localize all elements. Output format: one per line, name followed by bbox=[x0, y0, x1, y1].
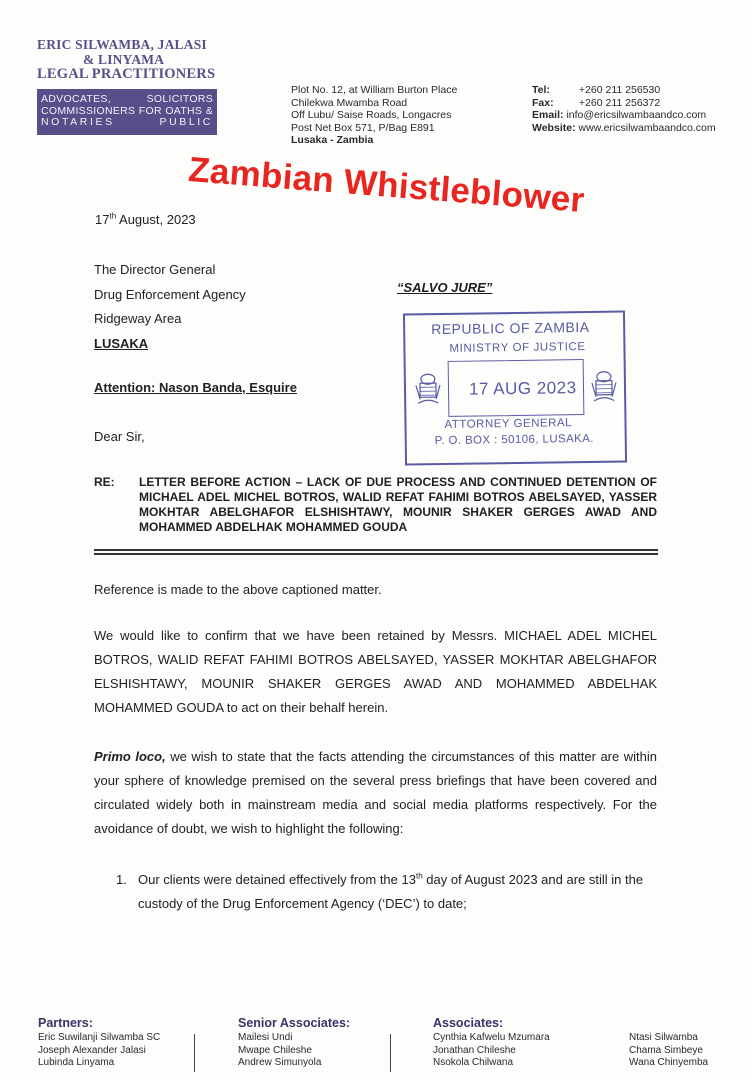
list-number: 1. bbox=[116, 872, 127, 887]
footer-associates bbox=[433, 1015, 550, 1070]
partners-heading: Partners: bbox=[38, 1016, 93, 1030]
associate-name: Nsokola Chilwana bbox=[433, 1057, 514, 1068]
paragraph-1: Reference is made to the above captioned matter. bbox=[94, 582, 382, 597]
tagline-3: NOTARIES PUBLIC bbox=[41, 116, 213, 128]
associate-name: Wana Chinyemba bbox=[629, 1057, 709, 1068]
address-line: Chilekwa Mwamba Road bbox=[291, 96, 408, 109]
senior-heading: Senior Associates: bbox=[238, 1016, 351, 1030]
associate-name: Cynthia Kafwelu Mzumara bbox=[433, 1032, 550, 1043]
salutation: Dear Sir, bbox=[94, 429, 145, 444]
stamp-date: 17 AUG 2023 bbox=[468, 378, 577, 399]
tagline-2: COMMISSIONERS FOR OATHS & bbox=[41, 104, 213, 117]
address-line: Post Net Box 571, P/Bag E891 bbox=[291, 121, 435, 134]
firm-contact bbox=[532, 84, 716, 134]
stamp-line2: MINISTRY OF JUSTICE bbox=[449, 341, 586, 355]
contact-website: Website: www.ericsilwambaandco.com bbox=[532, 121, 716, 134]
tagline-1: ADVOCATES, SOLICITORS bbox=[41, 93, 213, 105]
firm-name-line3: LEGAL PRACTITIONERS bbox=[37, 66, 216, 82]
footer-partners bbox=[38, 1015, 160, 1070]
watermark-text: Zambian Whistleblower bbox=[186, 150, 586, 221]
associate-name: Chama Simbeye bbox=[629, 1044, 703, 1056]
recipient-city: LUSAKA bbox=[94, 335, 149, 351]
paragraph-2: We would like to confirm that we have been retained by Messrs. MICHAEL ADEL MICHEL BOTROS, WALID REFAT FAHIMI BOTROS ABELSAYED, YASSER MOKHTAR ABELGHAFOR ELSHISHTAWY, MOUNIR SHAKER GERGES AWAD AND MOHAMMED ABDELHAK MOHAMMED GOUDA to act on their behalf herein. bbox=[94, 628, 657, 715]
recipient-line: Ridgeway Area bbox=[94, 311, 182, 326]
stamp-date-box bbox=[448, 359, 585, 417]
firm-tagline-box bbox=[37, 89, 217, 135]
recipient-line: Drug Enforcement Agency bbox=[94, 286, 246, 302]
coat-of-arms-icon bbox=[590, 369, 618, 405]
senior-name: Andrew Simunyola bbox=[238, 1057, 322, 1068]
partner-name: Lubinda Linyama bbox=[38, 1057, 115, 1068]
senior-name: Mwape Chileshe bbox=[238, 1044, 312, 1056]
salvo-jure: “SALVO JURE” bbox=[397, 280, 493, 295]
contact-email: Email: info@ericsilwambaandco.com bbox=[532, 109, 707, 122]
firm-name-line2: & LINYAMA bbox=[83, 52, 165, 67]
address-line: Plot No. 12, at William Burton Place bbox=[291, 84, 458, 96]
footer-divider bbox=[390, 1034, 391, 1072]
footer-divider bbox=[194, 1034, 195, 1072]
ministry-stamp bbox=[403, 310, 627, 465]
paragraph-3: Primo loco, we wish to state that the facts attending the circumstances of this matter are within your sphere of knowledge premised on the several press briefings that have been covered and circulated widely both in mainstream media and social media platforms respectively. For the avoidance of doubt, we wish to highlight the following: bbox=[94, 749, 657, 836]
partner-name: Eric Suwilanji Silwamba SC bbox=[38, 1032, 161, 1043]
coat-of-arms-icon bbox=[414, 371, 442, 407]
subject-line: LETTER BEFORE ACTION – LACK OF DUE PROCESS AND CONTINUED DETENTION OF MICHAEL ADEL MICHEL BOTROS, WALID REFAT FAHIMI BOTROS ABELSAYED, YASSER MOKHTAR ABELGHAFOR ELSHISHTAWY, MOUNIR SHAKER GERGES AWAD AND MOHAMMED ABDELHAK MOHAMMED GOUDA bbox=[139, 475, 657, 534]
recipient-address bbox=[94, 258, 246, 356]
stamp-line1: REPUBLIC OF ZAMBIA bbox=[431, 318, 590, 338]
contact-tel: Tel: +260 211 256530 bbox=[532, 84, 661, 96]
associate-name: Ntasi Silwamba bbox=[629, 1032, 698, 1043]
partner-name: Joseph Alexander Jalasi bbox=[38, 1044, 146, 1056]
subject-rule bbox=[94, 549, 658, 551]
stamp-line4: ATTORNEY GENERAL bbox=[444, 417, 573, 431]
footer-associates-col2 bbox=[629, 1032, 708, 1070]
address-line: Off Lubu/ Saise Roads, Longacres bbox=[291, 109, 452, 122]
associates-heading: Associates: bbox=[433, 1016, 504, 1030]
senior-name: Mailesi Undi bbox=[238, 1032, 293, 1043]
letter-date: 17th August, 2023 bbox=[95, 211, 196, 227]
recipient-line: The Director General bbox=[94, 262, 216, 277]
re-label: RE: bbox=[94, 475, 115, 489]
firm-logo-name bbox=[37, 37, 227, 82]
attention-line: Attention: Nason Banda, Esquire bbox=[94, 380, 297, 395]
stamp-line5: P. O. BOX : 50106, LUSAKA. bbox=[434, 432, 594, 448]
contact-fax: Fax: +260 211 256372 bbox=[532, 96, 661, 109]
footer-senior-associates bbox=[238, 1015, 350, 1070]
list-text: Our clients were detained effectively from the 13th day of August 2023 and are still in the custody of the Drug Enforcement Agency (‘DEC’) to date; bbox=[138, 871, 644, 911]
primo-loco: Primo loco, bbox=[94, 749, 166, 764]
letter-footer bbox=[0, 1010, 752, 1080]
firm-address bbox=[291, 84, 457, 147]
subject-rule bbox=[94, 553, 658, 555]
address-line: Lusaka - Zambia bbox=[291, 134, 374, 147]
firm-name-line1: ERIC SILWAMBA, JALASI bbox=[37, 37, 207, 52]
associate-name: Jonathan Chileshe bbox=[433, 1044, 516, 1056]
